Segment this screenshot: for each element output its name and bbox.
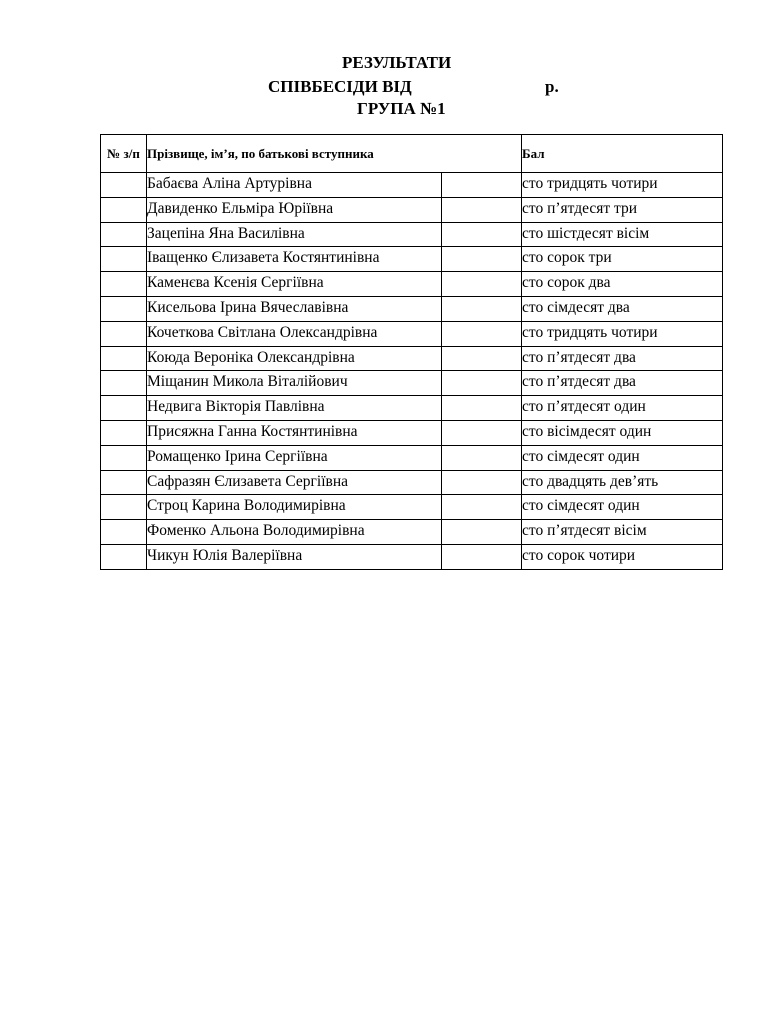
name-cell-spacer (442, 520, 522, 545)
table-row (101, 396, 723, 421)
row-number-cell (101, 173, 147, 198)
score-cell: сто п’ятдесят три (522, 197, 723, 222)
name-cell-spacer (442, 346, 522, 371)
applicant-name-cell: Каменєва Ксенія Сергіївна (147, 272, 442, 297)
score-cell: сто сорок два (522, 272, 723, 297)
name-cell-spacer (442, 445, 522, 470)
row-number-cell (101, 197, 147, 222)
row-number-cell (101, 321, 147, 346)
row-number-cell (101, 420, 147, 445)
applicant-name-cell: Іващенко Єлизавета Костянтинівна (147, 247, 442, 272)
table-row (101, 173, 723, 198)
name-cell-spacer (442, 272, 522, 297)
column-header-number-label: № з/п (107, 146, 140, 161)
name-cell-spacer (442, 371, 522, 396)
score-cell: сто сімдесят один (522, 445, 723, 470)
table-body (101, 173, 723, 570)
table-row (101, 346, 723, 371)
applicant-name-cell: Чикун Юлія Валеріївна (147, 544, 442, 569)
column-header-name (147, 135, 522, 173)
applicant-name-cell: Коюда Вероніка Олександрівна (147, 346, 442, 371)
name-cell-spacer (442, 470, 522, 495)
row-number-cell (101, 520, 147, 545)
score-cell: сто сорок три (522, 247, 723, 272)
score-cell: сто сімдесят один (522, 495, 723, 520)
name-cell-spacer (442, 296, 522, 321)
name-cell-spacer (442, 495, 522, 520)
column-header-score (522, 135, 723, 173)
applicant-name-cell: Давиденко Ельміра Юріївна (147, 197, 442, 222)
row-number-cell (101, 371, 147, 396)
applicant-name-cell: Зацепіна Яна Василівна (147, 222, 442, 247)
table-row (101, 247, 723, 272)
table-row (101, 520, 723, 545)
table-row (101, 197, 723, 222)
score-cell: сто вісімдесят один (522, 420, 723, 445)
row-number-cell (101, 396, 147, 421)
score-cell: сто шістдесят вісім (522, 222, 723, 247)
row-number-cell (101, 272, 147, 297)
applicant-name-cell: Недвига Вікторія Павлівна (147, 396, 442, 421)
score-cell: сто сімдесят два (522, 296, 723, 321)
score-cell: сто двадцять дев’ять (522, 470, 723, 495)
score-cell: сто сорок чотири (522, 544, 723, 569)
score-cell: сто п’ятдесят два (522, 371, 723, 396)
applicant-name-cell: Кочеткова Світлана Олександрівна (147, 321, 442, 346)
table-row (101, 470, 723, 495)
applicant-name-cell: Сафразян Єлизавета Сергіївна (147, 470, 442, 495)
applicant-name-cell: Бабаєва Аліна Артурівна (147, 173, 442, 198)
applicant-name-cell: Міщанин Микола Віталійович (147, 371, 442, 396)
row-number-cell (101, 495, 147, 520)
column-header-number (101, 135, 147, 173)
applicant-name-cell: Ромащенко Ірина Сергіївна (147, 445, 442, 470)
document-subtitle: СПІВБЕСІДИ ВІД (268, 77, 412, 96)
column-header-score-label: Бал (522, 145, 545, 161)
table-row (101, 222, 723, 247)
score-cell: сто п’ятдесят вісім (522, 520, 723, 545)
name-cell-spacer (442, 396, 522, 421)
table-row (101, 321, 723, 346)
row-number-cell (101, 445, 147, 470)
applicant-name-cell: Кисельова Ірина Вячеславівна (147, 296, 442, 321)
table-row (101, 445, 723, 470)
row-number-cell (101, 544, 147, 569)
row-number-cell (101, 470, 147, 495)
name-cell-spacer (442, 247, 522, 272)
table-row (101, 544, 723, 569)
document-title: РЕЗУЛЬТАТИ (342, 53, 452, 72)
applicant-name-cell: Строц Карина Володимирівна (147, 495, 442, 520)
name-cell-spacer (442, 321, 522, 346)
group-title: ГРУПА №1 (357, 99, 446, 118)
score-cell: сто п’ятдесят один (522, 396, 723, 421)
row-number-cell (101, 296, 147, 321)
table-row (101, 495, 723, 520)
table-row (101, 296, 723, 321)
name-cell-spacer (442, 197, 522, 222)
results-table (100, 134, 723, 570)
row-number-cell (101, 222, 147, 247)
name-cell-spacer (442, 222, 522, 247)
name-cell-spacer (442, 544, 522, 569)
column-header-name-label: Прізвище, ім’я, по батькові вступника (147, 145, 374, 161)
table-header-row (101, 135, 723, 173)
score-cell: сто п’ятдесят два (522, 346, 723, 371)
row-number-cell (101, 346, 147, 371)
document-subtitle-year-suffix: р. (545, 77, 559, 96)
table-row (101, 272, 723, 297)
name-cell-spacer (442, 173, 522, 198)
name-cell-spacer (442, 420, 522, 445)
table-row (101, 371, 723, 396)
applicant-name-cell: Присяжна Ганна Костянтинівна (147, 420, 442, 445)
table-row (101, 420, 723, 445)
score-cell: сто тридцять чотири (522, 173, 723, 198)
applicant-name-cell: Фоменко Альона Володимирівна (147, 520, 442, 545)
row-number-cell (101, 247, 147, 272)
score-cell: сто тридцять чотири (522, 321, 723, 346)
